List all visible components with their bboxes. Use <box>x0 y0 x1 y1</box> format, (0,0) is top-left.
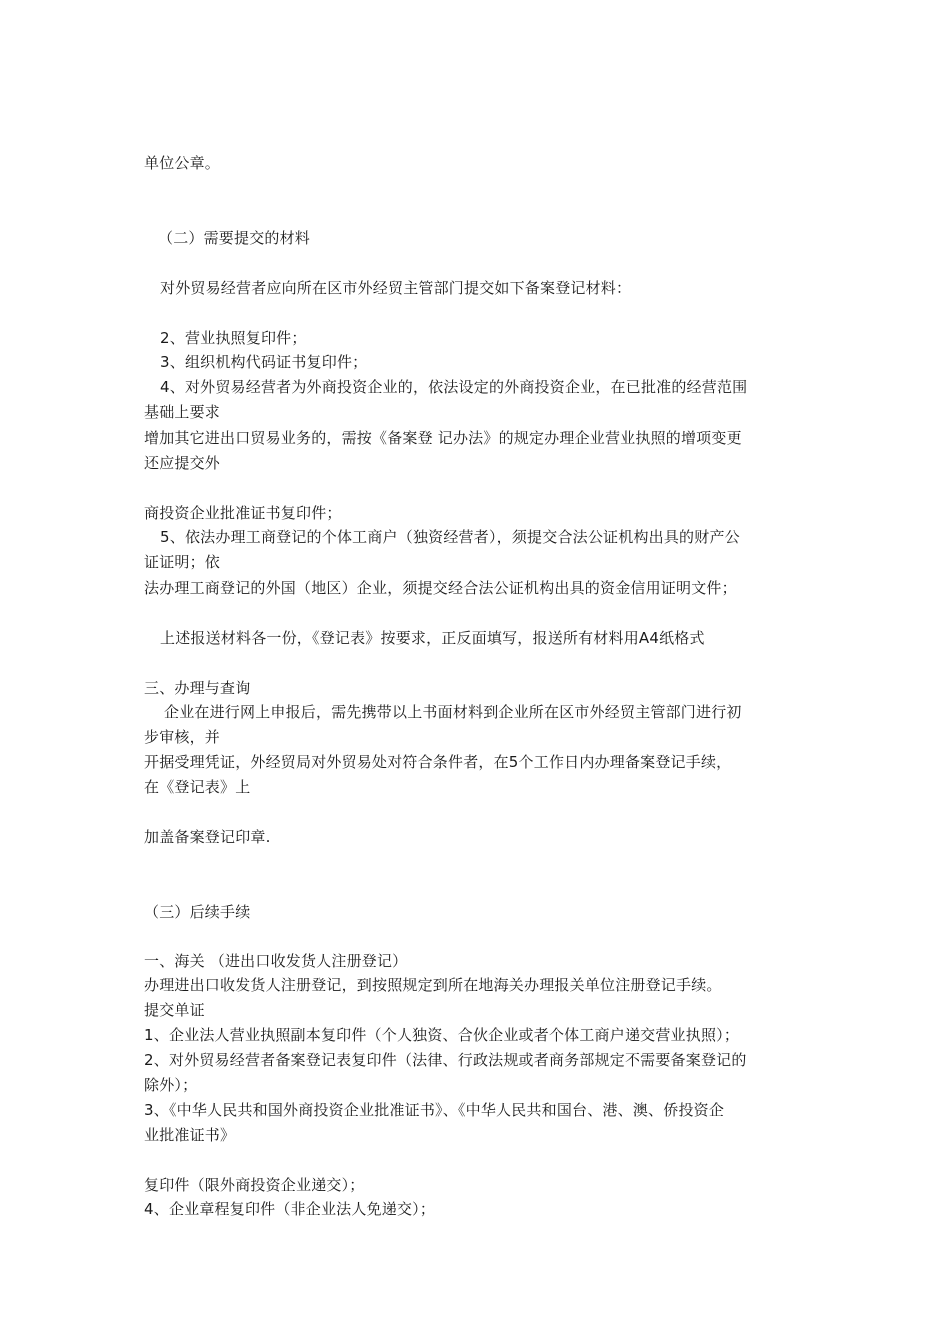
section-heading-processing: 三、办理与查询 <box>144 679 251 697</box>
customs-item-2: 2、对外贸易经营者备案登记表复印件（法律、行政法规或者商务部规定不需要备案登记的 <box>144 1051 747 1069</box>
section-heading-customs: 一、海关 （进出口收发货人注册登记） <box>144 952 408 970</box>
text-line-processing-2: 步审核，并 <box>144 728 221 746</box>
text-line-processing-4: 在《登记表》上 <box>144 778 251 796</box>
list-item-4-cont-2: 增加其它进出口贸易业务的，需按《备案登 记办法》的规定办理企业营业执照的增项变更 <box>144 429 742 447</box>
list-item-5: 5、依法办理工商登记的个体工商户（独资经营者），须提交合法公证机构出具的财产公 <box>160 528 740 546</box>
list-item-5-cont-2: 法办理工商登记的外国（地区）企业，须提交经合法公证机构出具的资金信用证明文件； <box>144 579 737 597</box>
text-line-intro: 对外贸易经营者应向所在区市外经贸主管部门提交如下备案登记材料： <box>160 279 632 297</box>
customs-item-4: 4、企业章程复印件（非企业法人免递交）； <box>144 1200 436 1218</box>
list-item-5-cont-1: 证证明；依 <box>144 553 221 571</box>
list-item-2: 2、营业执照复印件； <box>160 329 307 347</box>
list-item-4: 4、对外贸易经营者为外商投资企业的，依法设定的外商投资企业，在已批准的经营范围 <box>160 378 748 396</box>
list-item-4-cont-4: 商投资企业批准证书复印件； <box>144 504 342 522</box>
text-line-customs-1: 办理进出口收发货人注册登记，到按照规定到所在地海关办理报关单位注册登记手续。 <box>144 976 722 994</box>
text-line-seal: 单位公章。 <box>144 154 221 172</box>
section-heading-materials: （二）需要提交的材料 <box>158 229 311 247</box>
customs-item-3: 3、《中华人民共和国外商投资企业批准证书》、《中华人民共和国台、港、澳、侨投资企 <box>144 1101 725 1119</box>
text-line-documents: 提交单证 <box>144 1001 205 1019</box>
text-line-processing-5: 加盖备案登记印章. <box>144 828 271 846</box>
customs-item-3-cont-1: 业批准证书》 <box>144 1126 236 1144</box>
customs-item-3-cont-2: 复印件（限外商投资企业递交）； <box>144 1176 365 1194</box>
text-line-format: 上述报送材料各一份，《登记表》按要求，正反面填写，报送所有材料用A4纸格式 <box>160 629 705 647</box>
list-item-3: 3、组织机构代码证书复印件； <box>160 353 368 371</box>
text-line-processing-1: 企业在进行网上申报后，需先携带以上书面材料到企业所在区市外经贸主管部门进行初 <box>164 703 742 721</box>
customs-item-2-cont: 除外）； <box>144 1076 198 1094</box>
customs-item-1: 1、企业法人营业执照副本复印件（个人独资、合伙企业或者个体工商户递交营业执照）； <box>144 1026 740 1044</box>
list-item-4-cont-1: 基础上要求 <box>144 403 221 421</box>
list-item-4-cont-3: 还应提交外 <box>144 454 221 472</box>
section-heading-followup: （三）后续手续 <box>144 903 251 921</box>
text-line-processing-3: 开据受理凭证，外经贸局对外贸易处对符合条件者，在5个工作日内办理备案登记手续， <box>144 753 732 771</box>
